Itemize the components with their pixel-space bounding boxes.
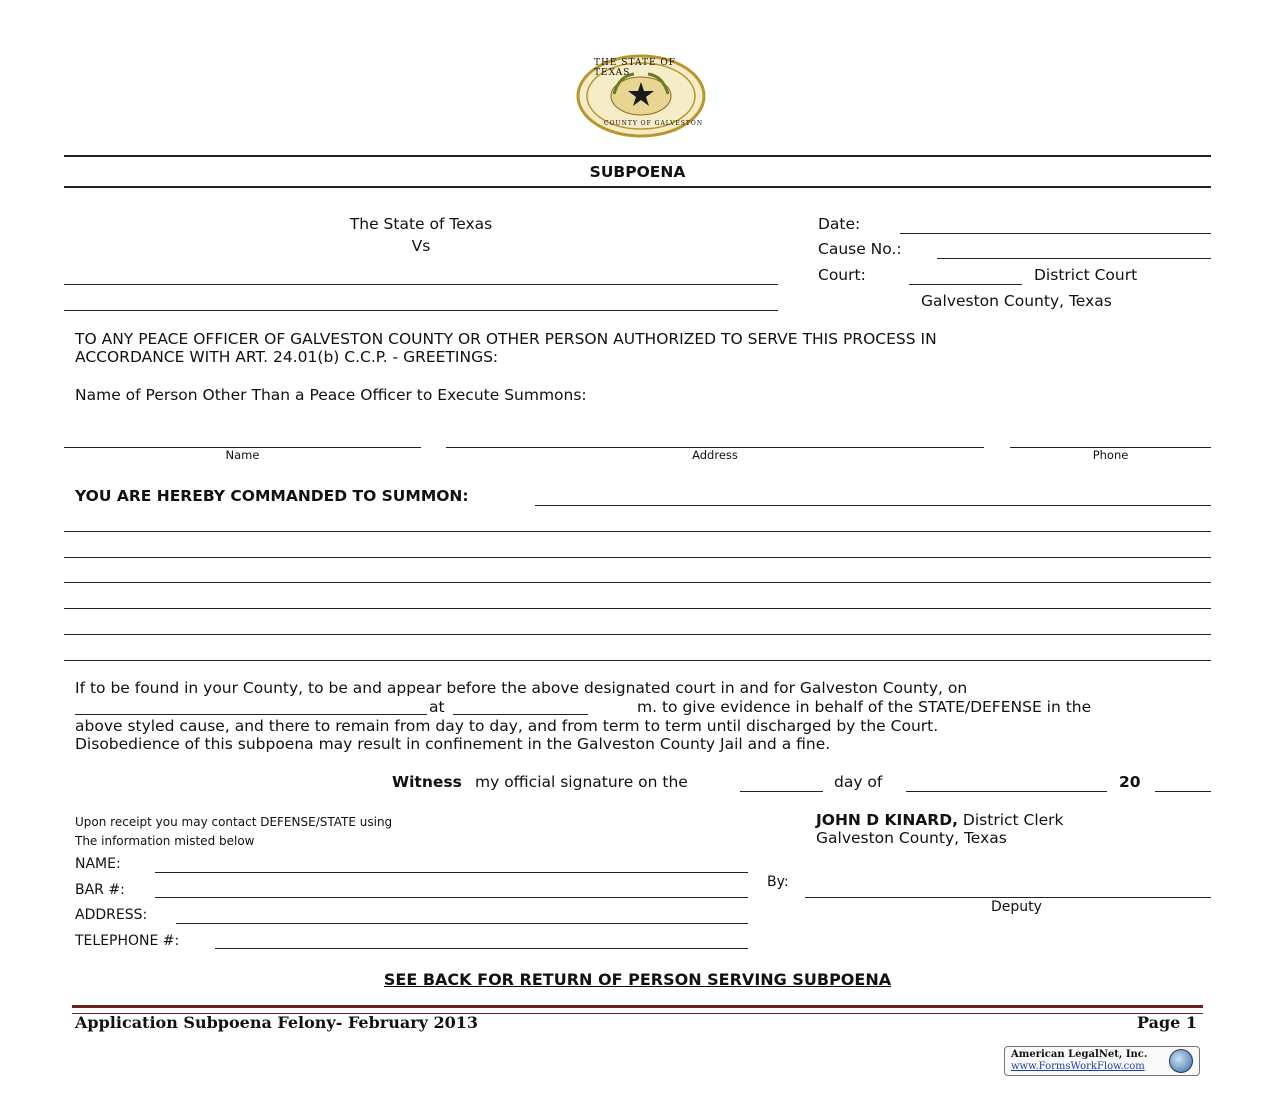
name-caption: Name bbox=[225, 448, 260, 462]
contact-name-label: NAME: bbox=[75, 856, 121, 872]
witness-text: my official signature on the bbox=[475, 773, 688, 791]
summon-field-0[interactable] bbox=[535, 505, 1211, 506]
cause-label: Cause No.: bbox=[818, 240, 902, 258]
command-label: YOU ARE HEREBY COMMANDED TO SUMMON: bbox=[75, 487, 469, 505]
year-prefix: 20 bbox=[1119, 773, 1141, 791]
summon-field-1[interactable] bbox=[64, 531, 1211, 532]
seal-outer-text: THE STATE OF TEXAS bbox=[594, 58, 677, 78]
day-of-label: day of bbox=[834, 773, 883, 791]
clerk-county: Galveston County, Texas bbox=[816, 829, 1007, 847]
witness-day-field[interactable] bbox=[740, 791, 823, 792]
summon-field-3[interactable] bbox=[64, 582, 1211, 583]
clerk-name bbox=[816, 811, 1064, 829]
by-label: By: bbox=[767, 874, 789, 890]
title-bottom-rule bbox=[64, 186, 1211, 188]
appear-time-field[interactable] bbox=[453, 714, 588, 715]
badge-company: American LegalNet, Inc. bbox=[1011, 1049, 1148, 1060]
summon-field-4[interactable] bbox=[64, 608, 1211, 609]
date-label: Date: bbox=[818, 215, 861, 233]
footer-left: Application Subpoena Felony- February 2013 bbox=[75, 1013, 479, 1032]
deputy-signature-field[interactable] bbox=[805, 897, 1211, 898]
greeting-line-1: TO ANY PEACE OFFICER OF GALVESTON COUNTY OR OTHER PERSON AUTHORIZED TO SERVE THIS PROCESS IN bbox=[75, 330, 937, 348]
contact-telephone-field[interactable] bbox=[215, 948, 748, 949]
contact-name-field[interactable] bbox=[155, 872, 748, 873]
summon-field-5[interactable] bbox=[64, 634, 1211, 635]
legalnet-badge[interactable] bbox=[1004, 1046, 1200, 1076]
contact-address-label: ADDRESS: bbox=[75, 907, 148, 923]
body-line-3: above styled cause, and there to remain from day to day, and from term to term until discharged by the Court. bbox=[75, 717, 939, 735]
defendant-line-2[interactable] bbox=[64, 310, 778, 311]
date-field[interactable] bbox=[900, 233, 1211, 234]
summon-field-2[interactable] bbox=[64, 557, 1211, 558]
appear-date-field[interactable] bbox=[75, 714, 427, 715]
district-court-label: District Court bbox=[1034, 266, 1138, 284]
witness-month-field[interactable] bbox=[906, 791, 1107, 792]
court-label: Court: bbox=[818, 266, 866, 284]
body-line-2: m. to give evidence in behalf of the STATE/DEFENSE in the bbox=[637, 698, 1092, 716]
title-top-rule bbox=[64, 155, 1211, 157]
globe-icon bbox=[1169, 1049, 1193, 1073]
summon-field-6[interactable] bbox=[64, 660, 1211, 661]
cause-field[interactable] bbox=[937, 258, 1211, 259]
county-seal bbox=[574, 54, 708, 138]
party-state: The State of Texas bbox=[349, 215, 493, 233]
badge-url[interactable]: www.FormsWorkFlow.com bbox=[1011, 1061, 1145, 1072]
at-label: at bbox=[429, 698, 445, 716]
witness-year-field[interactable] bbox=[1155, 791, 1211, 792]
county-label: Galveston County, Texas bbox=[921, 292, 1112, 310]
page-title: SUBPOENA bbox=[589, 163, 686, 181]
contact-line-1: Upon receipt you may contact DEFENSE/STATE using bbox=[75, 815, 393, 829]
clerk-title: District Clerk bbox=[962, 811, 1064, 829]
contact-address-field[interactable] bbox=[176, 923, 748, 924]
contact-telephone-label: TELEPHONE #: bbox=[75, 933, 180, 949]
body-line-4: Disobedience of this subpoena may result in confinement in the Galveston County Jail and a fine. bbox=[75, 735, 831, 753]
clerk-name-bold: JOHN D KINARD, bbox=[816, 811, 958, 829]
party-vs: Vs bbox=[411, 237, 431, 255]
executor-label: Name of Person Other Than a Peace Officer to Execute Summons: bbox=[75, 386, 587, 404]
see-back-notice: SEE BACK FOR RETURN OF PERSON SERVING SUBPOENA bbox=[383, 970, 892, 989]
deputy-label: Deputy bbox=[991, 899, 1042, 915]
court-field[interactable] bbox=[909, 284, 1022, 285]
phone-caption: Phone bbox=[1092, 448, 1129, 462]
footer-page: Page 1 bbox=[1137, 1013, 1198, 1032]
contact-bar-label: BAR #: bbox=[75, 882, 125, 898]
witness-bold: Witness bbox=[392, 773, 462, 791]
defendant-line-1[interactable] bbox=[64, 284, 778, 285]
contact-line-2: The information misted below bbox=[75, 834, 255, 848]
seal-inner-text: COUNTY OF GALVESTON bbox=[604, 120, 704, 127]
contact-bar-field[interactable] bbox=[155, 897, 748, 898]
address-caption: Address bbox=[692, 448, 738, 462]
body-line-1: If to be found in your County, to be and appear before the above designated court in and for Galveston County, on bbox=[75, 679, 968, 697]
greeting-line-2: ACCORDANCE WITH ART. 24.01(b) C.C.P. - GREETINGS: bbox=[75, 348, 499, 366]
